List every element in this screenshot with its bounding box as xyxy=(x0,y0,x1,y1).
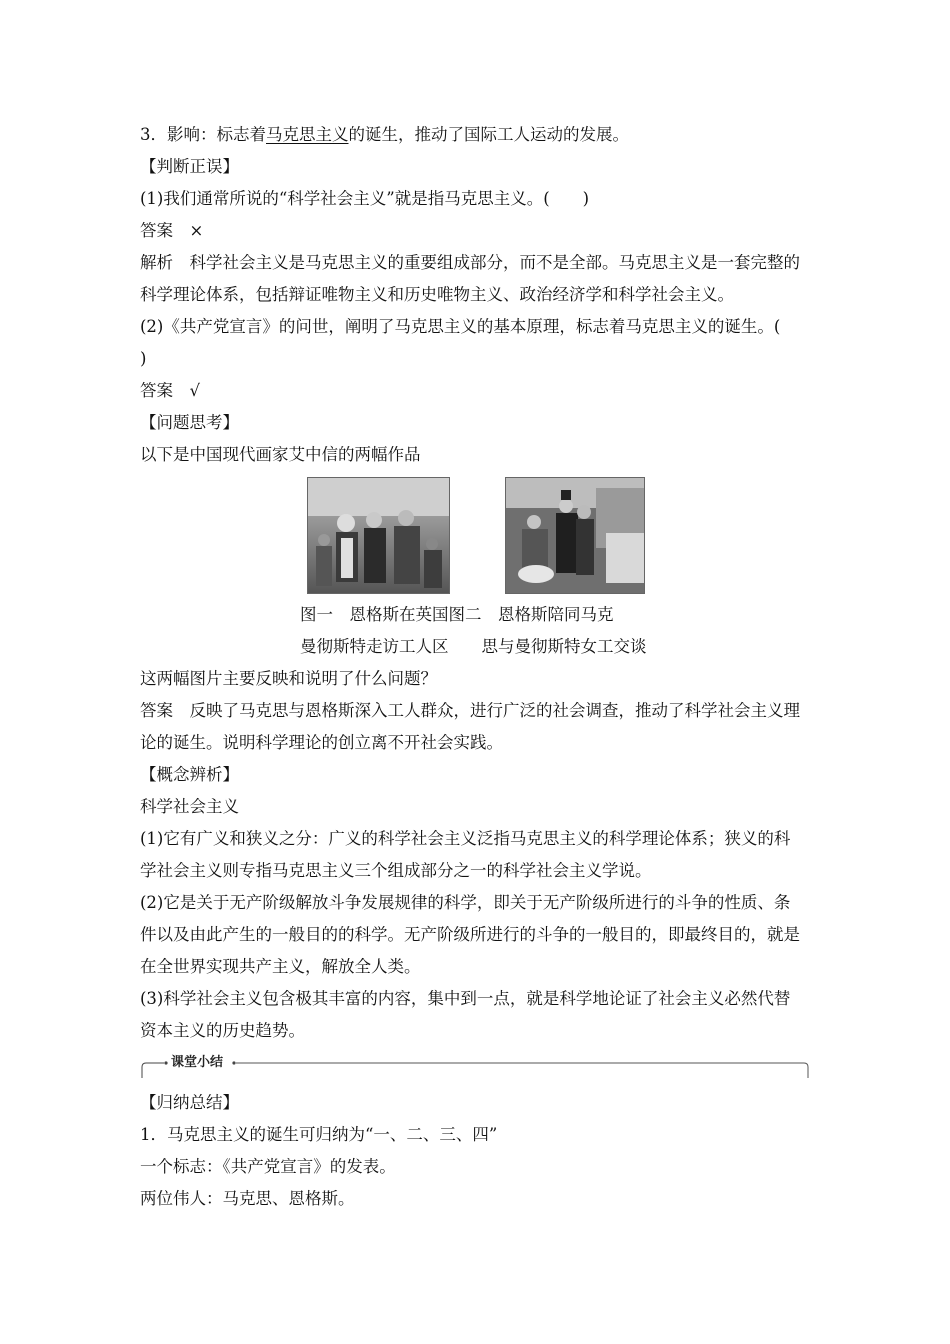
underlined-term: 马克思主义 xyxy=(266,125,349,144)
summary-point-1: 1．马克思主义的诞生可归纳为“一、二、三、四” xyxy=(140,1125,498,1144)
concept-point-3-cont: 资本主义的历史趋势。 xyxy=(140,1021,305,1040)
influence-paragraph xyxy=(140,124,629,146)
judge-answer-1: 答案 × xyxy=(140,221,204,240)
concept-point-2: (2)它是关于无产阶级解放斗争发展规律的科学，即关于无产阶级所进行的斗争的性质、条 xyxy=(140,893,791,912)
judge-answer-2: 答案 √ xyxy=(140,381,201,400)
think-answer-cont: 论的诞生。说明科学理论的创立离不开社会实践。 xyxy=(140,733,503,752)
judge-heading: 【判断正误】 xyxy=(140,157,239,176)
concept-heading: 【概念辨析】 xyxy=(140,765,239,784)
judge-explanation-1: 解析 科学社会主义是马克思主义的重要组成部分，而不是全部。马克思主义是一套完整的 xyxy=(140,253,800,272)
influence-text: 3．影响：标志着 xyxy=(140,125,266,144)
judge-question-1: (1)我们通常所说的“科学社会主义”就是指马克思主义。( ) xyxy=(140,189,590,208)
think-intro: 以下是中国现代画家艾中信的两幅作品 xyxy=(140,445,421,464)
image-caption-line-2: 曼彻斯特走访工人区 思与曼彻斯特女工交谈 xyxy=(300,637,647,656)
judge-question-2-cont: ) xyxy=(140,349,147,368)
concept-point-1: (1)它有广义和狭义之分：广义的科学社会主义泛指马克思主义的科学理论体系；狭义的科 xyxy=(140,829,791,848)
think-heading: 【问题思考】 xyxy=(140,413,239,432)
painting-image-1 xyxy=(307,477,450,594)
judge-question-2: (2)《共产党宣言》的问世，阐明了马克思主义的基本原理，标志着马克思主义的诞生。( xyxy=(140,317,781,336)
concept-point-3: (3)科学社会主义包含极其丰富的内容，集中到一点，就是科学地论证了社会主义必然代替 xyxy=(140,989,791,1008)
judge-explanation-1-cont: 科学理论体系，包括辩证唯物主义和历史唯物主义、政治经济学和科学社会主义。 xyxy=(140,285,734,304)
concept-point-2-cont: 件以及由此产生的一般目的的科学。无产阶级所进行的斗争的一般目的，即最终目的，就是 xyxy=(140,925,800,944)
summary-point-3: 两位伟人：马克思、恩格斯。 xyxy=(140,1189,355,1208)
concept-term: 科学社会主义 xyxy=(140,797,239,816)
summary-point-2: 一个标志：《共产党宣言》的发表。 xyxy=(140,1157,396,1176)
think-answer: 答案 反映了马克思与恩格斯深入工人群众，进行广泛的社会调查，推动了科学社会主义理 xyxy=(140,701,800,720)
section-divider-bar xyxy=(140,1055,812,1080)
painting-image-2 xyxy=(505,477,645,594)
concept-point-1-cont: 学社会主义则专指马克思主义三个组成部分之一的科学社会主义学说。 xyxy=(140,861,652,880)
think-question: 这两幅图片主要反映和说明了什么问题？ xyxy=(140,669,437,688)
summary-heading: 【归纳总结】 xyxy=(140,1093,239,1112)
image-caption-line-1: 图一 恩格斯在英国图二 恩格斯陪同马克 xyxy=(300,605,614,624)
summary-bar-label: 课堂小结 xyxy=(171,1055,224,1070)
concept-point-2-cont2: 在全世界实现共产主义，解放全人类。 xyxy=(140,957,421,976)
influence-text-end: 的诞生，推动了国际工人运动的发展。 xyxy=(348,125,629,144)
